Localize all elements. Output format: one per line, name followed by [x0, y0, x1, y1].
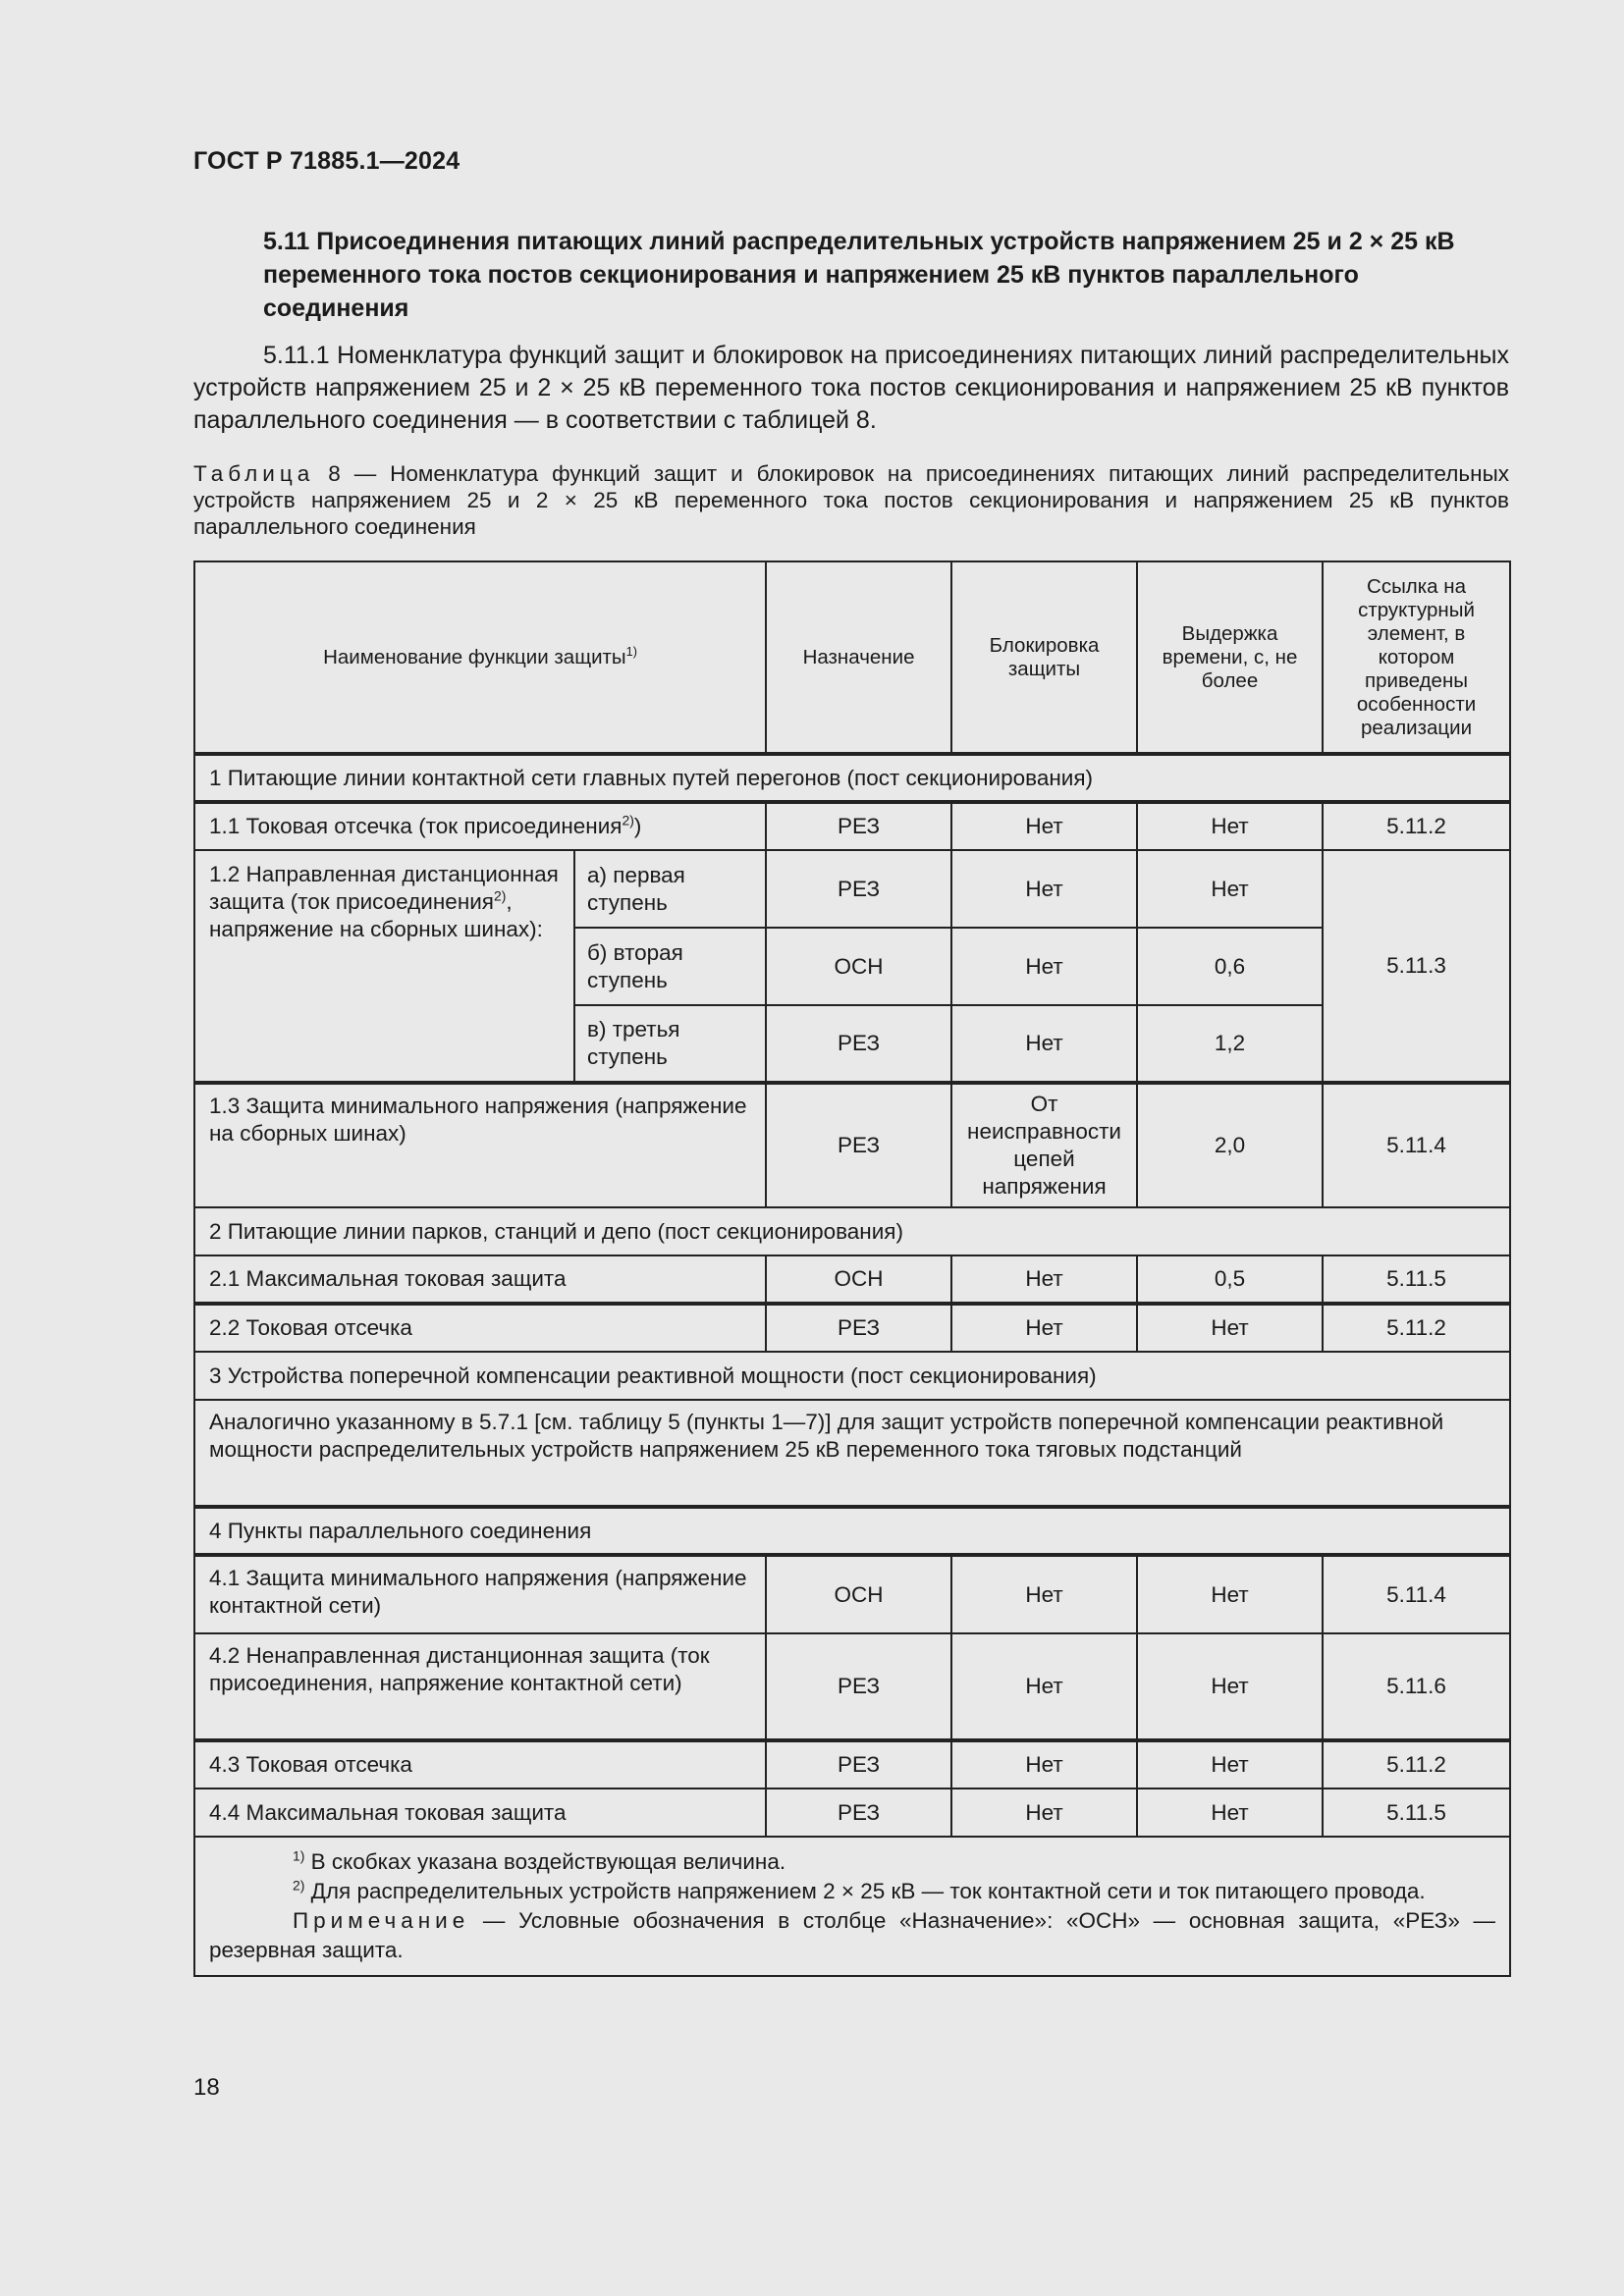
row-name: 4.4 Максимальная токовая защита	[194, 1789, 766, 1837]
table-row	[194, 1789, 1510, 1837]
row-purpose: РЕЗ	[766, 1304, 951, 1352]
group-title: 4 Пункты параллельного соединения	[194, 1507, 1510, 1555]
row-purpose: РЕЗ	[766, 1005, 951, 1083]
document-header: ГОСТ Р 71885.1—2024	[193, 147, 460, 175]
stage-label: в) третья ступень	[574, 1005, 766, 1083]
row-purpose: РЕЗ	[766, 1083, 951, 1207]
row-delay: 0,5	[1137, 1255, 1323, 1304]
header-delay: Выдержка времени, с, не более	[1137, 561, 1323, 754]
table-row	[194, 1255, 1510, 1304]
protection-functions-table	[193, 561, 1511, 1977]
header-reference: Ссылка на структурный элемент, в котором приведены особенности реализации	[1323, 561, 1510, 754]
row-purpose: ОСН	[766, 1555, 951, 1633]
row-reference: 5.11.4	[1323, 1555, 1510, 1633]
group-note: Аналогично указанному в 5.7.1 [см. таблицу 5 (пункты 1—7)] для защит устройств поперечной компенсации реактивной мощности распределительных устройств напряжением 25 кВ переменного тока тяговых подстанций	[194, 1400, 1510, 1507]
group-row	[194, 754, 1510, 802]
row-blocking: Нет	[951, 850, 1137, 928]
stage-label: а) первая ступень	[574, 850, 766, 928]
footnote-2: $^{2)}$ Для распределительных устройств напряжением 2 × 25 кВ — ток контактной сети и ток питающего провода.	[293, 1877, 1426, 1903]
table-footnotes-row	[194, 1837, 1510, 1976]
row-reference: 5.11.2	[1323, 1740, 1510, 1789]
row-delay: Нет	[1137, 1789, 1323, 1837]
section-title: 5.11 Присоединения питающих линий распределительных устройств напряжением 25 и 2 × 25 кВ переменного тока постов секционирования и напряжением 25 кВ пунктов параллельного соединения	[263, 228, 1455, 322]
row-delay: Нет	[1137, 850, 1323, 928]
table-header-row	[194, 561, 1510, 754]
row-name: 2.2 Токовая отсечка	[194, 1304, 766, 1352]
page-number: 18	[193, 2074, 220, 2101]
table-caption-text: 8 — Номенклатура функций защит и блокировок на присоединениях питающих линий распределительных устройств напряжением 25 и 2 × 25 кВ переменного тока постов секционирования и напряжением 25 кВ пунктов параллельного соединения	[193, 461, 1509, 539]
row-reference: 5.11.5	[1323, 1789, 1510, 1837]
section-paragraph: 5.11.1 Номенклатура функций защит и блокировок на присоединениях питающих линий распределительных устройств напряжением 25 и 2 × 25 кВ переменного тока постов секционирования и напряжением 25 кВ пунктов параллельного соединения — в соответствии с таблицей 8.	[193, 342, 1509, 434]
row-blocking: Нет	[951, 1005, 1137, 1083]
row-name: 4.3 Токовая отсечка	[194, 1740, 766, 1789]
row-delay: 2,0	[1137, 1083, 1323, 1207]
row-blocking: Нет	[951, 1633, 1137, 1740]
row-blocking: Нет	[951, 1740, 1137, 1789]
row-name: 1.1 Токовая отсечка (ток присоединения$^{2)}$)	[194, 802, 766, 850]
row-purpose: РЕЗ	[766, 802, 951, 850]
row-purpose: ОСН	[766, 1255, 951, 1304]
row-blocking: Нет	[951, 928, 1137, 1005]
stage-label: б) вторая ступень	[574, 928, 766, 1005]
table-row	[194, 1555, 1510, 1633]
row-reference: 5.11.5	[1323, 1255, 1510, 1304]
row-blocking: Нет	[951, 1789, 1137, 1837]
row-reference: 5.11.2	[1323, 802, 1510, 850]
table-row	[194, 1083, 1510, 1207]
row-purpose: ОСН	[766, 928, 951, 1005]
group-title: 3 Устройства поперечной компенсации реактивной мощности (пост секционирования)	[194, 1352, 1510, 1400]
row-name: 1.2 Направленная дистанционная защита (ток присоединения$^{2)}$, напряжение на сборных шинах):	[194, 850, 574, 1083]
row-blocking: Нет	[951, 1555, 1137, 1633]
row-reference: 5.11.2	[1323, 1304, 1510, 1352]
group-row	[194, 1352, 1510, 1400]
row-delay: Нет	[1137, 802, 1323, 850]
table-caption	[193, 460, 1509, 540]
header-blocking: Блокировка защиты	[951, 561, 1137, 754]
row-purpose: РЕЗ	[766, 1789, 951, 1837]
row-blocking: Нет	[951, 1304, 1137, 1352]
group-title: 2 Питающие линии парков, станций и депо (пост секционирования)	[194, 1207, 1510, 1255]
group-title: 1 Питающие линии контактной сети главных путей перегонов (пост секционирования)	[194, 754, 1510, 802]
table-row	[194, 1304, 1510, 1352]
row-delay: 1,2	[1137, 1005, 1323, 1083]
row-name: 4.1 Защита минимального напряжения (напряжение контактной сети)	[194, 1555, 766, 1633]
header-name: Наименование функции защиты$^{1)}$	[194, 561, 766, 754]
table-caption-label: Таблица	[193, 461, 315, 486]
row-name: 1.3 Защита минимального напряжения (напряжение на сборных шинах)	[194, 1083, 766, 1207]
row-purpose: РЕЗ	[766, 1633, 951, 1740]
table-note: Примечание — Условные обозначения в столбце «Назначение»: «ОСН» — основная защита, «РЕЗ» — резервная защита.	[209, 1908, 1496, 1962]
row-reference: 5.11.3	[1323, 850, 1510, 1083]
table-footnotes	[194, 1837, 1510, 1976]
row-blocking: Нет	[951, 802, 1137, 850]
row-delay: 0,6	[1137, 928, 1323, 1005]
row-delay: Нет	[1137, 1740, 1323, 1789]
group-row	[194, 1507, 1510, 1555]
table-row	[194, 1633, 1510, 1740]
row-delay: Нет	[1137, 1555, 1323, 1633]
row-purpose: РЕЗ	[766, 850, 951, 928]
row-purpose: РЕЗ	[766, 1740, 951, 1789]
table-row	[194, 802, 1510, 850]
row-blocking: От неисправности цепей напряжения	[951, 1083, 1137, 1207]
row-delay: Нет	[1137, 1633, 1323, 1740]
row-reference: 5.11.6	[1323, 1633, 1510, 1740]
group-note-row	[194, 1400, 1510, 1507]
table-row	[194, 1740, 1510, 1789]
row-delay: Нет	[1137, 1304, 1323, 1352]
row-reference: 5.11.4	[1323, 1083, 1510, 1207]
header-purpose: Назначение	[766, 561, 951, 754]
group-row	[194, 1207, 1510, 1255]
footnote-1: $^{1)}$ В скобках указана воздействующая величина.	[293, 1847, 786, 1874]
row-blocking: Нет	[951, 1255, 1137, 1304]
row-name: 4.2 Ненаправленная дистанционная защита (ток присоединения, напряжение контактной сети)	[194, 1633, 766, 1740]
row-name: 2.1 Максимальная токовая защита	[194, 1255, 766, 1304]
table-row	[194, 850, 1510, 928]
